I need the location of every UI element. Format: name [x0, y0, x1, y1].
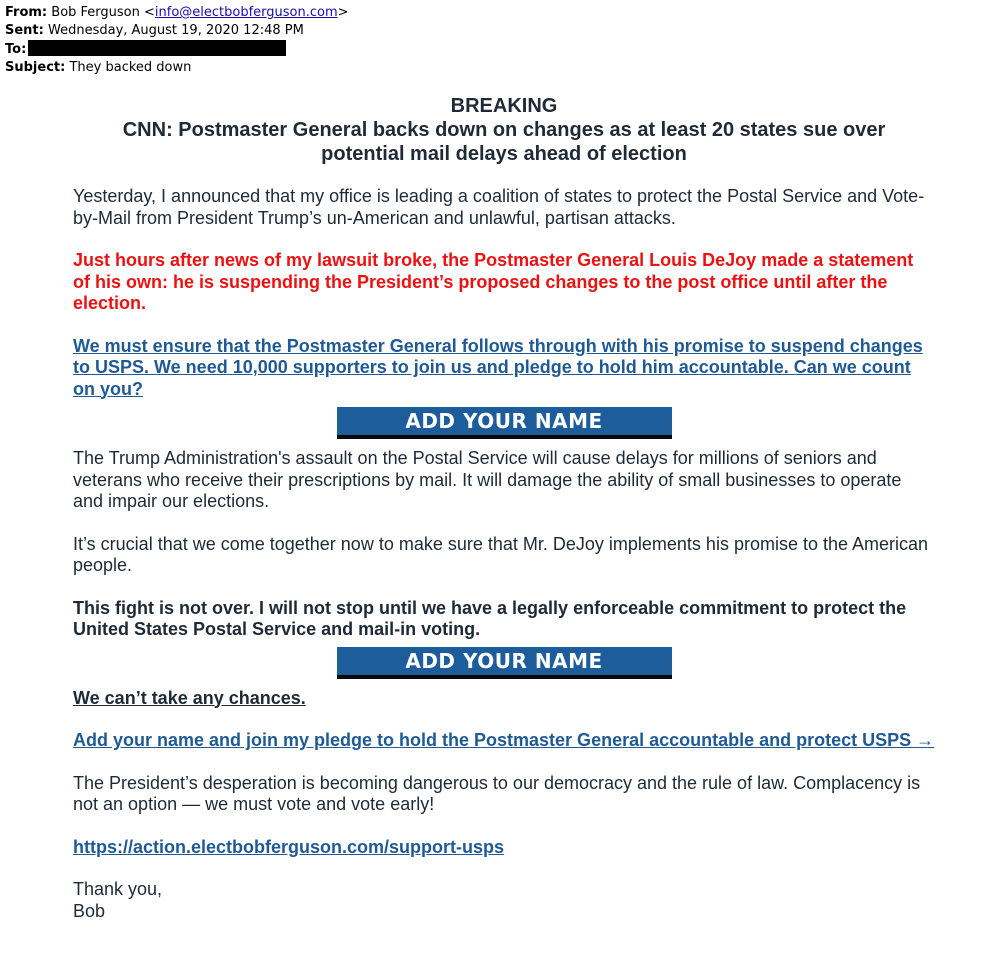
paragraph-assault: The Trump Administration's assault on the Postal Service will cause delays for millions of seniors and veterans who receive their prescriptions by mail. It will damage the ability of small businesses to operate and impair our elections.: [73, 448, 902, 511]
support-usps-url-link[interactable]: https://action.electbobferguson.com/support-usps: [73, 836, 505, 857]
headline: [73, 94, 935, 166]
paragraph-chances: We can’t take any chances.: [73, 687, 306, 708]
paragraph-fight: This fight is not over. I will not stop until we have a legally enforceable commitment to protect the United States Postal Service and mail-in voting.: [73, 597, 907, 639]
paragraph-desperation: The President’s desperation is becoming dangerous to our democracy and the rule of law. Complacency is not an option — we must vote and vote early!: [73, 772, 921, 814]
email-header: [5, 4, 349, 77]
subject-label: Subject:: [5, 60, 66, 75]
headline-cnn: CNN: Postmaster General backs down on changes as at least 20 states sue over potential mail delays ahead of election: [122, 119, 886, 165]
signoff: Thank you,: [73, 879, 163, 899]
paragraph-dejoy-statement: Just hours after news of my lawsuit broke, the Postmaster General Louis DeJoy made a statement of his own: he is suspending the President’s proposed changes to the post office until after the election.: [73, 250, 914, 313]
sent-row: [5, 22, 349, 40]
from-row: [5, 4, 349, 22]
to-label: To:: [5, 42, 27, 57]
sent-value: Wednesday, August 19, 2020 12:48 PM: [48, 23, 304, 38]
subject-value: They backed down: [69, 60, 192, 75]
add-name-button-wrap-1: [73, 407, 935, 439]
sent-label: Sent:: [5, 23, 44, 38]
pledge-link-2[interactable]: Add your name and join my pledge to hold the Postmaster General accountable and protect USPS →: [73, 730, 935, 750]
add-name-button-wrap-2: [73, 647, 935, 679]
from-label: From:: [5, 5, 48, 20]
redacted-recipient: [28, 40, 286, 56]
subject-row: [5, 59, 349, 77]
to-row: [5, 40, 349, 59]
add-your-name-button[interactable]: ADD YOUR NAME: [337, 407, 672, 439]
from-name: Bob Ferguson <: [51, 5, 155, 20]
paragraph-coalition: Yesterday, I announced that my office is leading a coalition of states to protect the Postal Service and Vote-by-Mail from President Trump’s un-American and unlawful, partisan attacks.: [73, 186, 925, 228]
paragraph-crucial: It’s crucial that we come together now to make sure that Mr. DeJoy implements his promise to the American people.: [73, 533, 929, 575]
from-email-link[interactable]: info@electbobferguson.com: [154, 5, 338, 20]
headline-breaking: BREAKING: [450, 95, 558, 117]
add-your-name-button-2[interactable]: ADD YOUR NAME: [337, 647, 672, 679]
signature: Bob: [73, 900, 106, 921]
pledge-link[interactable]: We must ensure that the Postmaster General follows through with his promise to suspend changes to USPS. We need 10,000 supporters to join us and pledge to hold him accountable. Can we count on you?: [73, 335, 923, 399]
from-close: >: [337, 5, 349, 20]
email-body: [73, 94, 935, 922]
